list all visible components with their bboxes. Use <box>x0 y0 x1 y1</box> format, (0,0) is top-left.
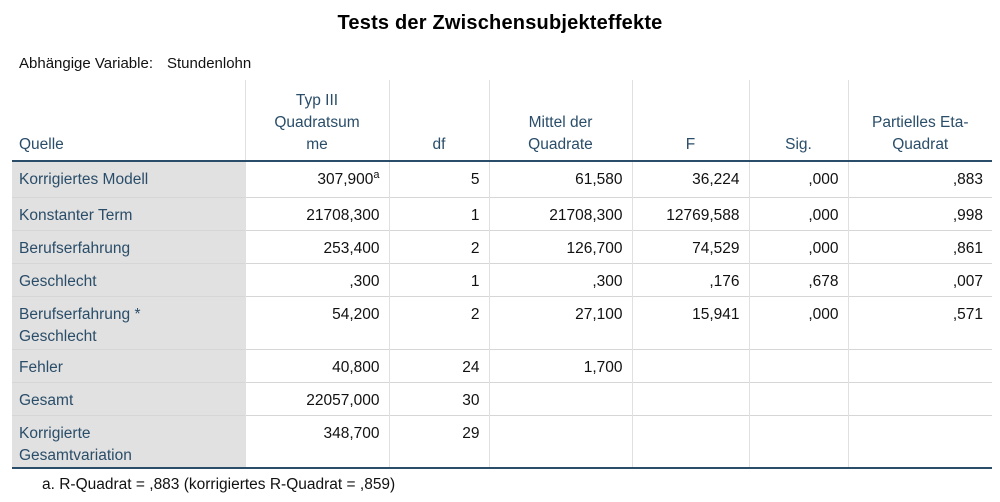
cell-ms: ,300 <box>489 263 632 296</box>
cell-ss: 21708,300 <box>245 197 389 230</box>
table-row <box>12 382 992 415</box>
cell-ms: 27,100 <box>489 296 632 349</box>
cell-df: 2 <box>389 230 489 263</box>
table-row <box>12 263 992 296</box>
cell-sig: ,678 <box>749 263 848 296</box>
cell-ss: 253,400 <box>245 230 389 263</box>
cell-ss: 54,200 <box>245 296 389 349</box>
cell-ms: 126,700 <box>489 230 632 263</box>
cell-eta <box>848 415 992 468</box>
table-row <box>12 230 992 263</box>
cell-f: ,176 <box>632 263 749 296</box>
cell-eta <box>848 349 992 382</box>
col-header-f: F <box>632 80 749 161</box>
table-row <box>12 349 992 382</box>
row-label: Fehler <box>12 349 245 382</box>
cell-df: 24 <box>389 349 489 382</box>
cell-f <box>632 382 749 415</box>
row-label: Berufserfahrung * Geschlecht <box>12 296 245 349</box>
footnote-marker: a <box>373 168 380 181</box>
row-label: Geschlecht <box>12 263 245 296</box>
cell-sig <box>749 382 848 415</box>
cell-ss: 348,700 <box>245 415 389 468</box>
row-label: Korrigierte Gesamtvariation <box>12 415 245 468</box>
cell-ms: 21708,300 <box>489 197 632 230</box>
cell-df: 2 <box>389 296 489 349</box>
cell-ss: ,300 <box>245 263 389 296</box>
cell-eta: ,998 <box>848 197 992 230</box>
cell-eta: ,883 <box>848 161 992 197</box>
cell-ms <box>489 415 632 468</box>
cell-ss: 22057,000 <box>245 382 389 415</box>
cell-f: 12769,588 <box>632 197 749 230</box>
col-header-df: df <box>389 80 489 161</box>
cell-eta: ,571 <box>848 296 992 349</box>
cell-df: 1 <box>389 197 489 230</box>
table-row <box>12 161 992 197</box>
row-label: Konstanter Term <box>12 197 245 230</box>
cell-eta: ,007 <box>848 263 992 296</box>
cell-sig: ,000 <box>749 161 848 197</box>
col-header-eta: Partielles Eta- Quadrat <box>848 80 992 161</box>
cell-ss: 40,800 <box>245 349 389 382</box>
cell-f <box>632 415 749 468</box>
cell-f: 74,529 <box>632 230 749 263</box>
cell-sig: ,000 <box>749 296 848 349</box>
cell-ms: 61,580 <box>489 161 632 197</box>
dependent-variable <box>19 55 251 72</box>
cell-df: 29 <box>389 415 489 468</box>
table-row <box>12 197 992 230</box>
cell-eta <box>848 382 992 415</box>
cell-df: 5 <box>389 161 489 197</box>
table-row <box>12 415 992 468</box>
cell-sig: ,000 <box>749 230 848 263</box>
anova-table <box>12 80 992 469</box>
cell-f: 36,224 <box>632 161 749 197</box>
header-row <box>12 80 992 161</box>
cell-sig: ,000 <box>749 197 848 230</box>
col-header-sig: Sig. <box>749 80 848 161</box>
cell-ss: 307,900$^a$ <box>245 161 389 197</box>
dependent-variable-value: Stundenlohn <box>167 55 252 72</box>
table-title: Tests der Zwischensubjekteffekte <box>337 12 663 34</box>
cell-ms <box>489 382 632 415</box>
cell-ms: 1,700 <box>489 349 632 382</box>
cell-f <box>632 349 749 382</box>
row-label: Gesamt <box>12 382 245 415</box>
cell-sig <box>749 415 848 468</box>
cell-f: 15,941 <box>632 296 749 349</box>
col-header-quadratsumme: Typ III Quadratsum me <box>245 80 389 161</box>
cell-df: 30 <box>389 382 489 415</box>
cell-sig <box>749 349 848 382</box>
col-header-mittel-der-quadrate: Mittel der Quadrate <box>489 80 632 161</box>
cell-eta: ,861 <box>848 230 992 263</box>
table-row <box>12 296 992 349</box>
dependent-variable-label: Abhängige Variable: <box>19 55 153 72</box>
col-header-quelle: Quelle <box>19 136 64 153</box>
row-label: Korrigiertes Modell <box>12 161 245 197</box>
row-label: Berufserfahrung <box>12 230 245 263</box>
footnote: a. R-Quadrat = ,883 (korrigiertes R-Quadrat = ,859) <box>42 476 396 493</box>
cell-df: 1 <box>389 263 489 296</box>
